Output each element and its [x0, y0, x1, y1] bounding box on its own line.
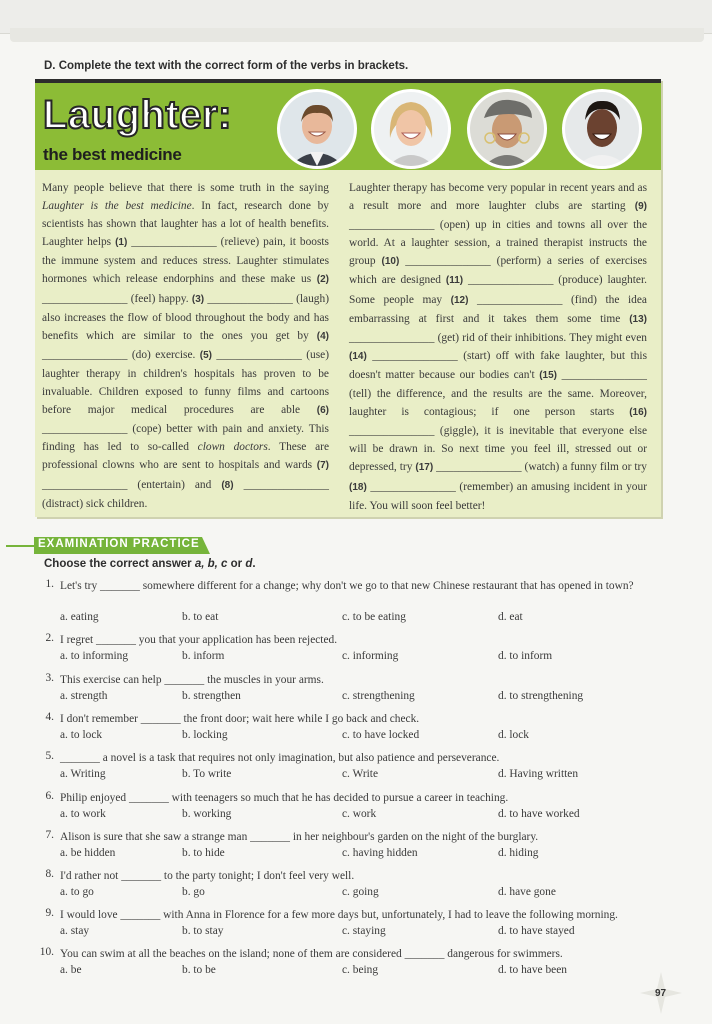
- answer-option-d[interactable]: d. to have stayed: [498, 925, 575, 937]
- portrait-man-suit: [277, 89, 357, 169]
- question-item: [36, 790, 656, 826]
- answer-option-b[interactable]: b. go: [182, 886, 205, 898]
- answer-option-a[interactable]: a. be hidden: [60, 847, 116, 859]
- exercise-d-instruction: D. Complete the text with the correct form of the verbs in brackets.: [44, 60, 409, 72]
- article-subtitle: the best medicine: [43, 145, 182, 164]
- question-stem: Let's try _______ somewhere different for a change; why don't we go to that new Chinese restaurant that has opened in town?: [60, 580, 634, 592]
- article-text: _______________ (use) laughter therapy in children's hospitals has proven to be invaluable. Children exposed to funny films and cartoons before major medical procedures are able: [42, 348, 329, 417]
- question-number: 4.: [45, 711, 54, 723]
- answer-option-a[interactable]: a. to go: [60, 886, 94, 898]
- article-right-column: [349, 179, 647, 515]
- exam-instruction-d: d: [245, 558, 253, 570]
- answer-option-a[interactable]: a. be: [60, 964, 82, 976]
- answer-option-b[interactable]: b. locking: [182, 729, 228, 741]
- answer-option-c[interactable]: c. being: [342, 964, 379, 976]
- article-text: . These are professional clowns who are sent to hospitals and wards: [42, 441, 329, 472]
- answer-option-c[interactable]: c. informing: [342, 650, 399, 662]
- answer-option-b[interactable]: b. strengthen: [182, 690, 241, 702]
- portrait-young-man: [562, 89, 642, 169]
- answer-option-d[interactable]: d. hiding: [498, 847, 539, 859]
- italic-text: clown doctors: [197, 441, 268, 454]
- answer-option-c[interactable]: c. Write: [342, 768, 379, 780]
- gap-number: (8): [221, 479, 234, 491]
- answer-option-d[interactable]: d. Having written: [498, 768, 579, 780]
- answer-option-c[interactable]: c. to be eating: [342, 611, 406, 623]
- question-item: [36, 946, 656, 982]
- exam-instruction: [44, 558, 256, 570]
- question-stem: I don't remember _______ the front door; wait here while I go back and check.: [60, 713, 420, 725]
- answer-option-c[interactable]: c. strengthening: [342, 690, 415, 702]
- portrait-woman-hat: [467, 89, 547, 169]
- answer-option-a[interactable]: a. stay: [60, 925, 90, 937]
- page-number: 97: [655, 988, 667, 999]
- answer-option-d[interactable]: d. have gone: [498, 886, 556, 898]
- answer-option-c[interactable]: c. staying: [342, 925, 386, 937]
- laughing-woman-hat-photo: [470, 92, 544, 166]
- question-number: 1.: [45, 578, 54, 590]
- question-item: [36, 829, 656, 865]
- article-text: _______________ (remember) an amusing incident in your life. You will soon feel better!: [349, 480, 647, 512]
- exam-instruction-text: Choose the correct answer: [44, 558, 195, 570]
- question-item: [36, 868, 656, 904]
- article-text: _______________ (laugh) also increases the flow of blood throughout the body and has benefits which are similar to the ones you get by: [42, 292, 329, 342]
- gap-number: (3): [191, 293, 205, 305]
- gap-number: (6): [316, 405, 329, 417]
- gap-number: (4): [316, 330, 329, 342]
- gap-number: (17): [415, 462, 434, 474]
- answer-option-b[interactable]: b. to eat: [182, 611, 219, 623]
- reading-panel: [35, 79, 661, 517]
- answer-option-b[interactable]: b. inform: [182, 650, 225, 662]
- answer-option-a[interactable]: a. to work: [60, 808, 106, 820]
- answer-option-b[interactable]: b. To write: [182, 768, 232, 780]
- laughing-woman-photo: [374, 92, 448, 166]
- laughing-young-man-photo: [565, 92, 639, 166]
- portrait-blonde-woman: [371, 89, 451, 169]
- article-title: Laughter:: [43, 93, 232, 137]
- question-item: [36, 632, 656, 668]
- article-text: _______________ (feel) happy.: [42, 292, 192, 305]
- answer-option-d[interactable]: d. eat: [498, 611, 523, 623]
- question-stem: Alison is sure that she saw a strange man _______ in her neighbour's garden on the night of the burglary.: [60, 831, 539, 843]
- gap-number: (1): [115, 237, 128, 249]
- article-text: _______________ (perform) a series of exercises which are designed: [349, 255, 647, 287]
- answer-option-c[interactable]: c. having hidden: [342, 847, 418, 859]
- article-text: Many people believe that there is some truth in the saying: [42, 182, 329, 194]
- article-text: _______________ (giggle), it is inevitable that everyone else will be drawn in. So next time you feel ill, stressed out or depressed, try: [349, 425, 647, 474]
- question-stem: I would love _______ with Anna in Florence for a few more days but, unfortunately, I had to leave the following morning.: [60, 909, 618, 921]
- answer-option-a[interactable]: a. to lock: [60, 729, 103, 741]
- question-number: 8.: [45, 868, 54, 880]
- answer-option-b[interactable]: b. working: [182, 808, 232, 820]
- answer-option-b[interactable]: b. to hide: [182, 847, 225, 859]
- question-number: 10.: [39, 946, 54, 958]
- exam-instruction-period: .: [252, 558, 256, 570]
- italic-text: Laughter is the best medicine: [42, 200, 192, 213]
- answer-option-a[interactable]: a. to informing: [60, 650, 129, 662]
- question-number: 7.: [45, 829, 54, 841]
- article-text: . In fact, research done by scientists has shown that laughter has a lot of health benefits. Laughter helps: [42, 200, 330, 249]
- article-text: _______________ (do) exercise.: [42, 348, 200, 361]
- gap-number: (2): [316, 274, 329, 286]
- gap-number: (13): [629, 313, 647, 325]
- gap-number: (18): [349, 481, 367, 493]
- question-stem: Philip enjoyed _______ with teenagers so much that he has decided to pursue a career in teaching.: [60, 792, 509, 804]
- page-top-strip: [10, 28, 704, 42]
- gap-number: (14): [349, 350, 367, 362]
- answer-option-d[interactable]: d. lock: [498, 729, 530, 741]
- answer-option-d[interactable]: d. to have been: [498, 964, 567, 976]
- answer-option-d[interactable]: d. to strengthening: [498, 690, 584, 702]
- question-stem: _______ a novel is a task that requires not only imagination, but also patience and perseverance.: [60, 752, 500, 764]
- article-text: _______________ (get) rid of their inhibitions. They might even: [349, 331, 647, 344]
- question-stem: This exercise can help _______ the muscles in your arms.: [60, 674, 324, 686]
- answer-option-b[interactable]: b. to be: [182, 964, 216, 976]
- question-item: [36, 750, 656, 786]
- question-item: [36, 578, 656, 628]
- article-text: _______________ (find) the idea embarrassing at first and it takes them some time: [349, 293, 647, 325]
- answer-option-a[interactable]: a. eating: [60, 611, 99, 623]
- question-stem: I'd rather not _______ to the party tonight; I don't feel very well.: [60, 870, 355, 882]
- question-stem: You can swim at all the beaches on the island; none of them are considered _______ dangerous for swimmers.: [60, 948, 563, 960]
- gap-number: (15): [539, 369, 558, 381]
- answer-option-a[interactable]: a. strength: [60, 690, 108, 702]
- question-number: 2.: [45, 632, 54, 644]
- answer-option-c[interactable]: c. to have locked: [342, 729, 420, 741]
- question-stem: I regret _______ you that your application has been rejected.: [60, 634, 338, 646]
- article-text: _______________ (entertain) and: [42, 478, 222, 491]
- exam-instruction-letters: a, b, c: [194, 558, 228, 570]
- gap-number: (5): [199, 349, 212, 361]
- gap-number: (10): [381, 256, 400, 268]
- question-item: [36, 907, 656, 943]
- answer-option-c[interactable]: c. work: [342, 808, 377, 820]
- exam-practice-label: EXAMINATION PRACTICE: [38, 538, 200, 550]
- reading-header: [35, 79, 661, 170]
- question-number: 3.: [45, 672, 54, 684]
- article-text: _______________ (distract) sick children.: [42, 478, 329, 510]
- question-item: [36, 672, 656, 708]
- article-text: _______________ (tell) the difference, and the results are the same. Moreover, laughter is contagious; if one person starts: [349, 368, 648, 419]
- answer-option-b[interactable]: b. to stay: [182, 925, 224, 937]
- gap-number: (7): [316, 460, 329, 472]
- exam-instruction-or: or: [227, 558, 246, 570]
- question-number: 9.: [45, 907, 54, 919]
- answer-option-a[interactable]: a. Writing: [60, 768, 106, 780]
- question-number: 5.: [45, 750, 54, 762]
- laughing-man-photo: [280, 92, 354, 166]
- gap-number: (16): [629, 407, 647, 419]
- article-text: _______________ (produce) laughter. Some people may: [349, 274, 647, 306]
- article-text: _______________ (start) off with fake laughter, but this doesn't matter because our bodies can't: [349, 349, 647, 381]
- article-text: _______________ (watch) a funny film or try: [433, 461, 647, 474]
- article-text: Laughter therapy has become very popular in recent years and as a result more and more laughter clubs are starting: [349, 182, 647, 213]
- answer-option-c[interactable]: c. going: [342, 886, 379, 898]
- gap-number: (11): [445, 275, 464, 287]
- answer-option-d[interactable]: d. to inform: [498, 650, 553, 662]
- question-item: [36, 711, 656, 747]
- article-text: _______________ (relieve) pain, it boosts the immune system and reduces stress. Laughter stimulates hormones which release endorphins and these make us: [42, 236, 329, 286]
- gap-number: (12): [450, 294, 469, 306]
- article-text: _______________ (open) up in cities and towns all over the world. At a laughter session, a trained therapist instructs the group: [349, 219, 647, 268]
- gap-number: (9): [634, 201, 647, 213]
- question-number: 6.: [45, 790, 54, 802]
- article-text: _______________ (cope) better with pain and anxiety. This finding has led to so-called: [42, 423, 329, 454]
- answer-option-d[interactable]: d. to have worked: [498, 808, 580, 820]
- article-left-column: [42, 179, 329, 513]
